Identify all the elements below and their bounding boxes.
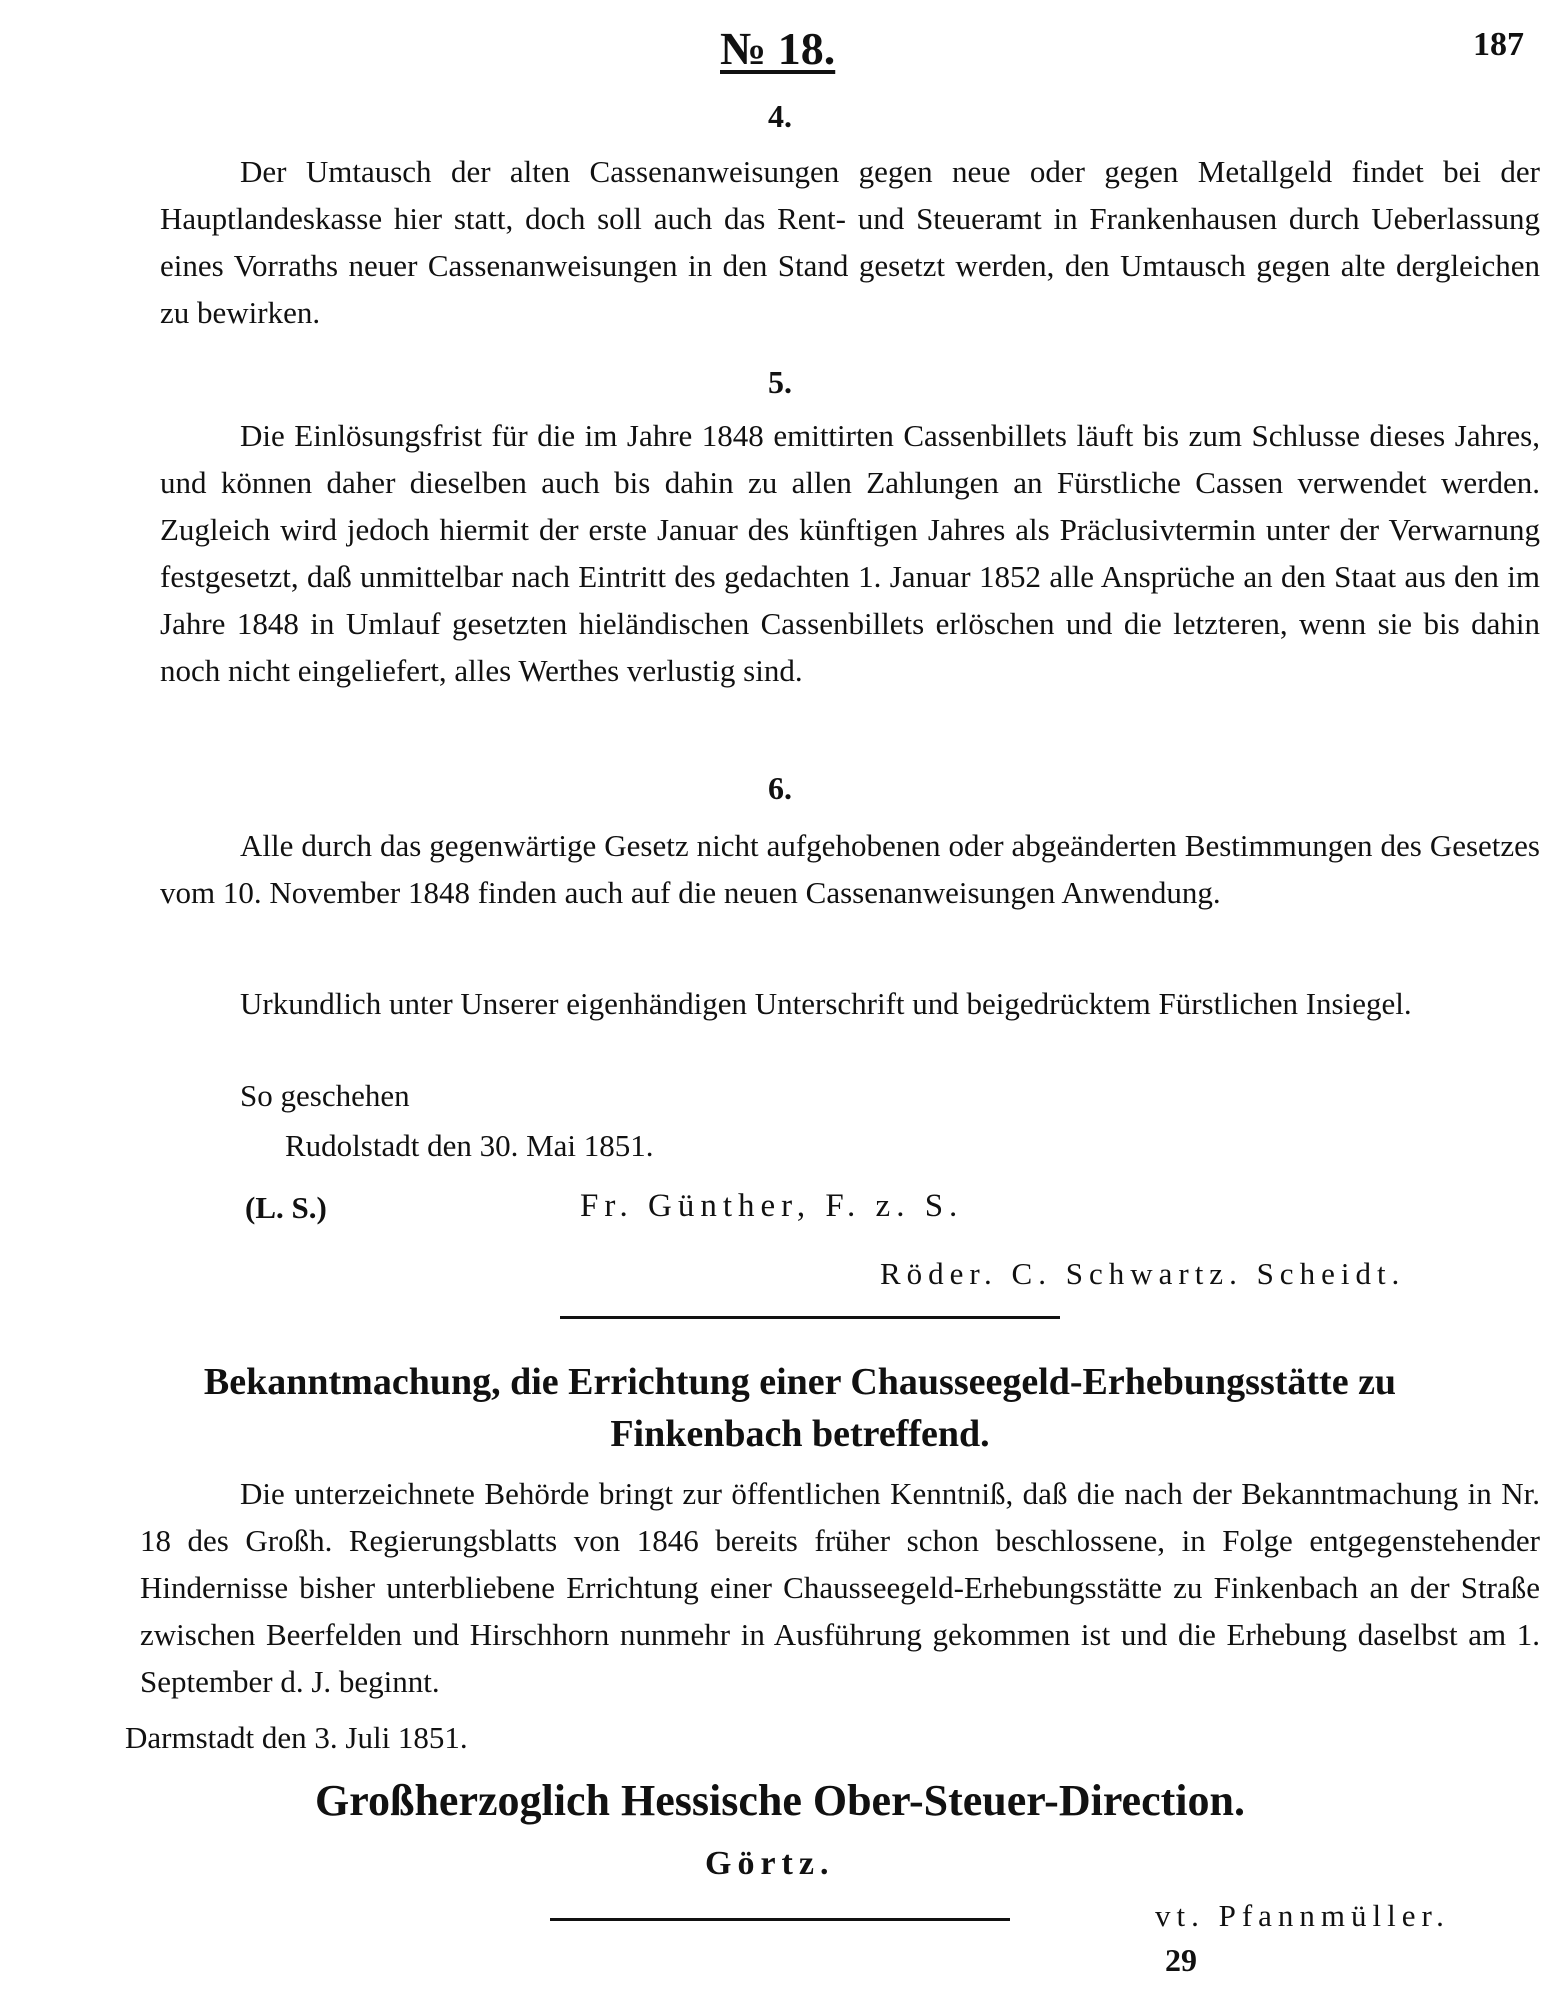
article-number-6: 6. [768,770,792,806]
cosignatures: Röder. C. Schwartz. Scheidt. [880,1256,1406,1291]
place-date-darmstadt: Darmstadt den 3. Juli 1851. [125,1720,468,1755]
place-date-rudolstadt: Rudolstadt den 30. Mai 1851. [285,1128,654,1163]
article-number-4: 4. [768,98,792,134]
footer-rule [550,1918,1010,1921]
countersignature: vt. Pfannmüller. [1155,1898,1450,1933]
article-4-text: Der Umtausch der alten Cassenanweisungen gegen neue oder gegen Metallgeld findet bei der Hauptlandeskasse hier statt, doch soll auch das Rent- und Steueramt in Frankenhausen durch Ueberlassung eines Vorraths neuer Cassenanweisungen in den Stand gesetzt werden, den Umtausch gegen alte dergleichen zu bewirken. [160,154,1540,330]
signature-goertz: Görtz. [705,1845,835,1882]
article-6-text: Alle durch das gegenwärtige Gesetz nicht aufgehobenen oder abgeänderten Bestimmungen des Gesetzes vom 10. November 1848 finden auch auf die neuen Cassenanweisungen Anwendung. [160,828,1540,910]
seal-mark: (L. S.) [245,1190,327,1225]
attestation-text: Urkundlich unter Unserer eigenhändigen Unterschrift und beigedrücktem Fürstlichen Insiegel. [240,986,1412,1021]
so-geschehen: So geschehen [240,1078,410,1113]
notice-text: Die unterzeichnete Behörde bringt zur öffentlichen Kenntniß, daß die nach der Bekanntmachung in Nr. 18 des Großh. Regierungsblatts von 1846 bereits früher schon beschlossene, in Folge entgegenstehender Hindernisse bisher unterbliebene Errichtung einer Chausseegeld-Erhebungsstätte zu Finkenbach an der Straße zwischen Beerfelden und Hirschhorn nunmehr in Ausführung gekommen ist und die Erhebung daselbst am 1. September d. J. beginnt. [140,1476,1540,1699]
article-5-text: Die Einlösungsfrist für die im Jahre 1848 emittirten Cassenbillets läuft bis zum Schlusse dieses Jahres, und können daher dieselben auch bis dahin zu allen Zahlungen an Fürstliche Cassen verwendet werden. Zugleich wird jedoch hiermit der erste Januar des künftigen Jahres als Präclusivtermin unter der Verwarnung festgesetzt, daß unmittelbar nach Eintritt des gedachten 1. Januar 1852 alle Ansprüche an den Staat aus den im Jahre 1848 in Umlauf gesetzten hieländischen Cassenbillets erlöschen und die letzteren, wenn sie bis dahin noch nicht eingeliefert, alles Werthes verlustig sind. [160,418,1540,688]
article-number-5: 5. [768,364,792,400]
page-number: 187 [1473,26,1524,63]
issuing-authority: Großherzoglich Hessische Ober-Steuer-Direction. [315,1776,1245,1825]
signature-sovereign: Fr. Günther, F. z. S. [580,1188,964,1224]
issue-number: № 18. [720,23,836,74]
notice-title: Bekanntmachung, die Errichtung einer Chausseegeld-Erhebungsstätte zu Finkenbach betreffend. [203,1361,1397,1455]
sheet-number: 29 [1165,1942,1197,1978]
divider-rule [560,1316,1060,1319]
